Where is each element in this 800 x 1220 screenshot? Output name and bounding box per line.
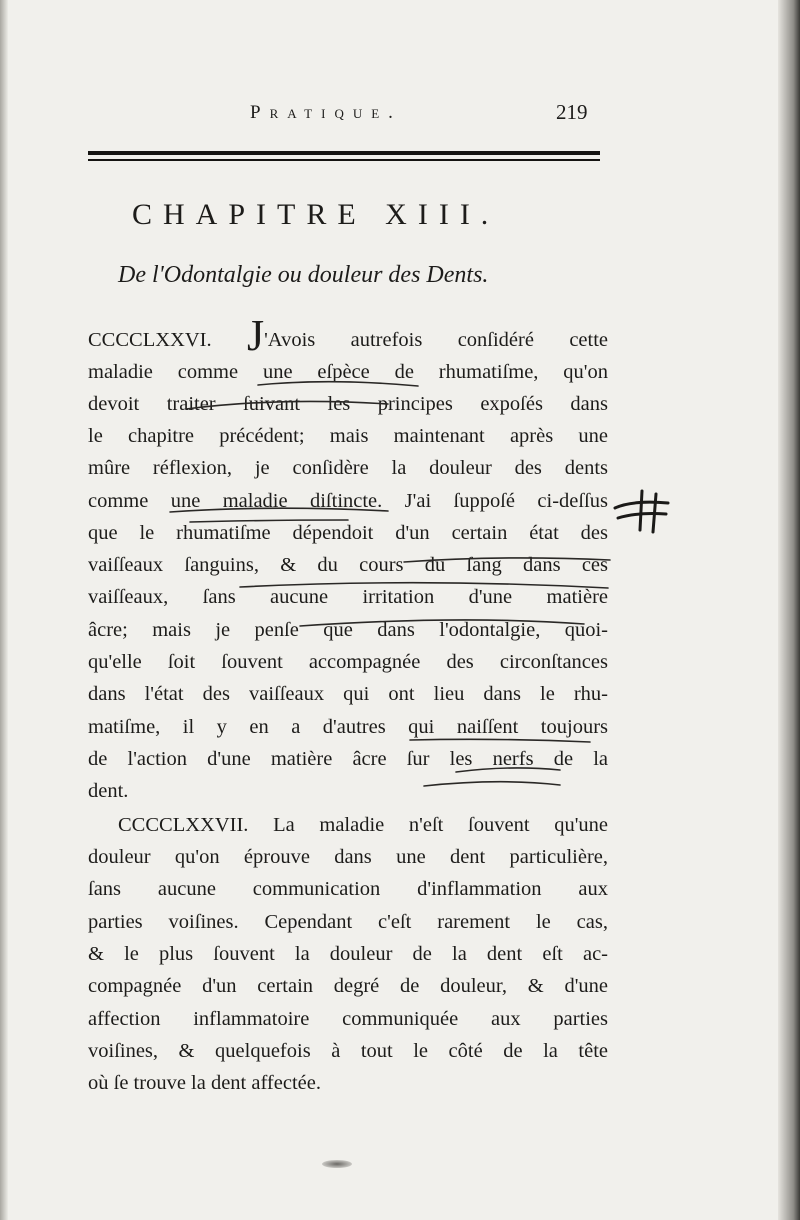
text-line-10: âcre; mais je penſe que dans l'odontalgie, quoi- (88, 619, 608, 641)
underline-mark (258, 382, 418, 386)
underline-mark (424, 782, 560, 786)
text-line-7: que le rhumatiſme dépendoit d'un certain état des (88, 522, 608, 544)
text-line-11: qu'elle ſoit ſouvent accompagnée des circonſtances (88, 651, 608, 673)
underline-mark (404, 558, 610, 562)
text-line-23: voiſines, & quelquefois à tout le côté de la tête (88, 1040, 608, 1062)
text-line-6: comme une maladie diſtincte. J'ai ſuppoſé ci-deſſus (88, 490, 608, 512)
underline-mark (186, 401, 388, 409)
text-line-3: devoit traiter ſuivant les principes expoſés dans (88, 393, 608, 415)
chapter-title: CHAPITRE XIII. (132, 198, 500, 231)
text-line-12: dans l'état des vaiſſeaux qui ont lieu dans le rhu- (88, 683, 608, 705)
chapter-subtitle: De l'Odontalgie ou douleur des Dents. (118, 262, 489, 288)
text-line-20: & le plus ſouvent la douleur de la dent eſt ac- (88, 943, 608, 965)
underline-mark (170, 508, 388, 512)
text-line-16: CCCCLXXVII. La maladie n'eſt ſouvent qu'une (118, 814, 608, 836)
text-line-13: matiſme, il y en a d'autres qui naiſſent toujours (88, 716, 608, 738)
text-line-17: douleur qu'on éprouve dans une dent particulière, (88, 846, 608, 868)
text-line-14: de l'action d'une matière âcre ſur les nerfs de la (88, 748, 608, 770)
text-line-19: parties voiſines. Cependant c'eſt rarement le cas, (88, 911, 608, 933)
text-line-15: dent. (88, 780, 129, 802)
text-line-22: affection inflammatoire communiquée aux parties (88, 1008, 608, 1030)
text-line-8: vaiſſeaux ſanguins, & du cours du ſang dans ces (88, 554, 608, 576)
hash-mark-icon (612, 488, 672, 534)
text-line-21: compagnée d'un certain degré de douleur, & d'une (88, 975, 608, 997)
text-line-18: ſans aucune communication d'inflammation aux (88, 878, 608, 900)
text-line-24: où ſe trouve la dent affectée. (88, 1072, 321, 1094)
underline-mark (300, 620, 584, 626)
text-line-5: mûre réflexion, je conſidère la douleur des dents (88, 457, 608, 479)
text-line-9: vaiſſeaux, ſans aucune irritation d'une matière (88, 586, 608, 608)
drop-cap: J (246, 311, 265, 360)
underline-mark (190, 520, 348, 522)
text-line-4: le chapitre précédent; mais maintenant après une (88, 425, 608, 447)
underline-mark (410, 739, 590, 742)
running-head: Pratique. (250, 102, 402, 123)
paragraph-number: CCCCLXXVI. (88, 329, 212, 351)
text-line-1-rest: 'Avois autrefois conſidéré cette (264, 329, 609, 351)
page-number: 219 (556, 100, 588, 124)
text-line-2: maladie comme une eſpèce de rhumatiſme, qu'on (88, 361, 608, 383)
underline-mark (456, 768, 560, 772)
ink-smudge (322, 1160, 352, 1168)
underline-mark (240, 583, 608, 588)
